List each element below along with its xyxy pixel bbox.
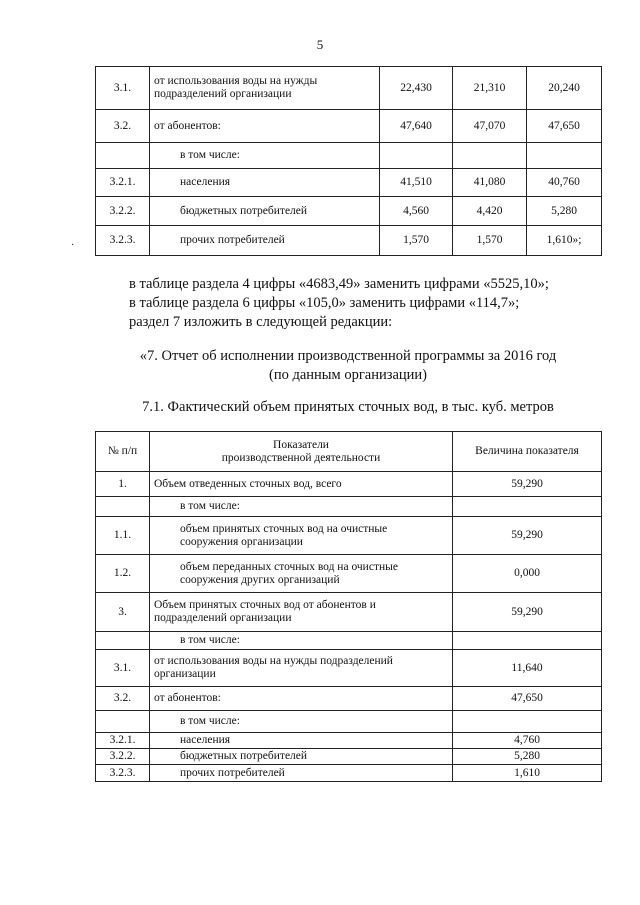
value-cell: 4,760 [453,733,602,749]
value-cell: 0,000 [453,555,602,593]
value-cell: 59,290 [453,472,602,497]
table-row [96,226,602,256]
value-cell: 40,760 [527,169,602,197]
row-label: в том числе: [150,632,453,650]
row-number [96,711,150,733]
row-label: населения [150,169,380,197]
row-label: прочих потребителей [150,765,453,782]
row-number: 3.2. [96,110,150,143]
value-cell: 5,280 [453,749,602,765]
table-row [96,711,602,733]
amendment-line: в таблице раздела 4 цифры «4683,49» заменить цифрами «5525,10»; [129,276,549,292]
subsection-heading: 7.1. Фактический объем принятых сточных вод, в тыс. куб. метров [142,399,554,415]
header-indicator [150,432,453,472]
amendment-line: раздел 7 изложить в следующей редакции: [129,314,393,330]
row-number: 3.2.2. [96,749,150,765]
row-label: в том числе: [150,711,453,733]
header-indicator-line: производственной деятельности [221,451,381,464]
table-row [96,687,602,711]
row-label: бюджетных потребителей [150,749,453,765]
table-wastewater [95,431,602,782]
table-row [96,472,602,497]
row-label: от использования воды на нужды подразделений организации [150,650,453,687]
row-number: 3.2. [96,687,150,711]
row-number: 3.2.3. [96,226,150,256]
row-number: 3.1. [96,650,150,687]
row-number [96,632,150,650]
table-row [96,733,602,749]
row-label: объем переданных сточных вод на очистные сооружения других организаций [150,555,453,593]
row-number: 1. [96,472,150,497]
value-cell: 47,640 [380,110,453,143]
table-header-row [96,432,602,472]
row-number: 1.2. [96,555,150,593]
value-cell: 4,420 [453,197,527,226]
value-cell [527,143,602,169]
row-label: Объем отведенных сточных вод, всего [150,472,453,497]
value-cell: 41,510 [380,169,453,197]
row-number: 3.2.1. [96,733,150,749]
value-cell: 20,240 [527,67,602,110]
row-number: 1.1. [96,517,150,555]
section-heading-line: (по данным организации) [268,367,427,383]
value-cell: 21,310 [453,67,527,110]
value-cell: 41,080 [453,169,527,197]
row-label: от абонентов: [150,687,453,711]
header-number: № п/п [96,432,150,472]
amendment-line: в таблице раздела 6 цифры «105,0» заменить цифрами «114,7»; [129,295,520,311]
table-water-use [95,66,602,256]
value-cell: 59,290 [453,517,602,555]
value-cell: 47,070 [453,110,527,143]
row-label: от использования воды на нужды подразделений организации [150,67,380,110]
row-label: от абонентов: [150,110,380,143]
row-label: Объем принятых сточных вод от абонентов и подразделений организации [150,593,453,632]
row-number [96,497,150,517]
table-row [96,593,602,632]
table-row [96,749,602,765]
value-cell [453,711,602,733]
table-row [96,555,602,593]
table-row [96,197,602,226]
table-row [96,169,602,197]
row-number: 3. [96,593,150,632]
value-cell: 22,430 [380,67,453,110]
row-label: населения [150,733,453,749]
row-label: в том числе: [150,497,453,517]
table-row [96,67,602,110]
table-row [96,110,602,143]
page-number: 5 [316,37,324,52]
table-row [96,497,602,517]
table-row [96,650,602,687]
table-row [96,517,602,555]
value-cell: 1,570 [380,226,453,256]
value-cell: 4,560 [380,197,453,226]
value-cell: 1,570 [453,226,527,256]
header-indicator-line: Показатели [273,438,329,451]
header-value: Величина показателя [453,432,602,472]
value-cell: 59,290 [453,593,602,632]
row-number: 3.1. [96,67,150,110]
row-number: 3.2.3. [96,765,150,782]
value-cell: 47,650 [453,687,602,711]
table-row [96,765,602,782]
row-label: в том числе: [150,143,380,169]
value-cell: 11,640 [453,650,602,687]
row-number: 3.2.1. [96,169,150,197]
value-cell [380,143,453,169]
row-label: прочих потребителей [150,226,380,256]
table-row [96,143,602,169]
value-cell: 5,280 [527,197,602,226]
row-label: бюджетных потребителей [150,197,380,226]
row-label: объем принятых сточных вод на очистные сооружения организации [150,517,453,555]
value-cell [453,143,527,169]
section-heading [95,347,601,385]
row-number [96,143,150,169]
value-cell: 47,650 [527,110,602,143]
table-row [96,632,602,650]
value-cell: 1,610»; [527,226,602,256]
margin-mark: · [71,240,75,251]
amendment-text [129,275,609,332]
row-number: 3.2.2. [96,197,150,226]
value-cell: 1,610 [453,765,602,782]
value-cell [453,632,602,650]
value-cell [453,497,602,517]
section-heading-line: «7. Отчет об исполнении производственной программы за 2016 год [139,348,557,364]
